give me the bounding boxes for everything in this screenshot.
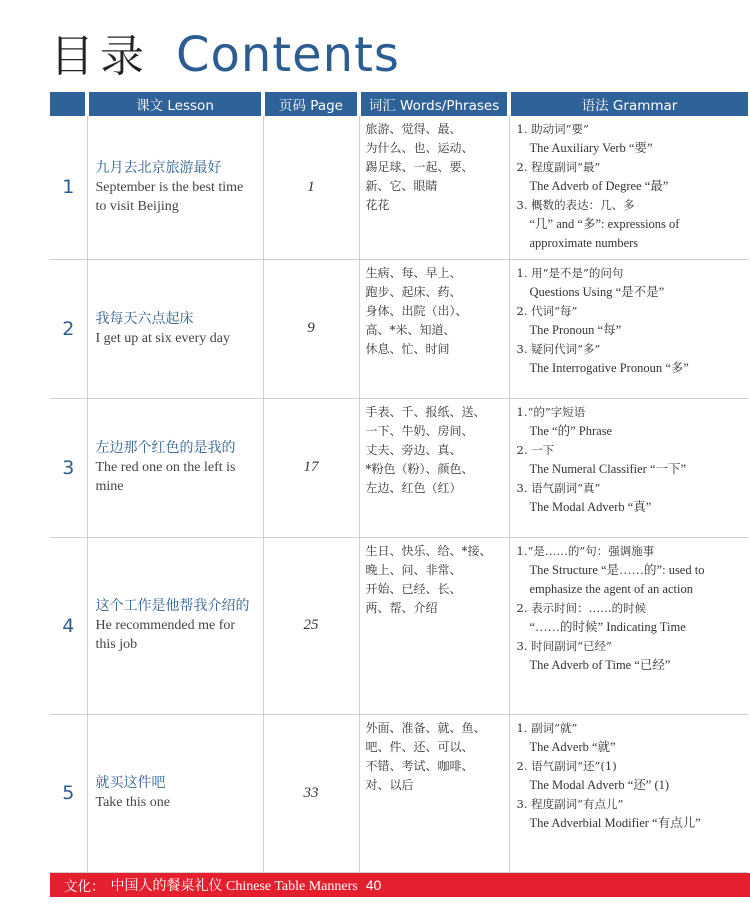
grammar-point-en: The Adverb “就” <box>529 739 616 754</box>
vocab-line: 两、帮、介绍 <box>365 600 438 615</box>
grammar-point-en: The Modal Adverb “真” <box>529 499 652 514</box>
lesson-row <box>50 714 748 872</box>
grammar-point-en: The Adverb of Degree “最” <box>529 179 669 193</box>
grammar-point-zh: 2. 程度副词“最” <box>516 160 601 174</box>
grammar-cell <box>509 714 748 872</box>
vocab-cell <box>359 714 509 872</box>
vocab-cell <box>359 259 509 398</box>
vocab-line: *粉色（粉）、颜色、 <box>365 461 474 476</box>
vocab-line: 花花 <box>365 198 390 212</box>
lesson-title-en: Take this one <box>95 795 170 810</box>
grammar-point-en: The Structure “是……的”: used to emphasize the agent of an action <box>529 562 705 596</box>
vocab-line: 开始、已经、长、 <box>365 581 462 596</box>
vocab-line: 踢足球、一起、要、 <box>365 160 474 174</box>
grammar-point-en: The Interrogative Pronoun “多” <box>529 360 689 375</box>
grammar-point-zh: 1. 助动词“要” <box>516 122 589 136</box>
lesson-title-zh: 左边那个红色的是我的 <box>95 440 236 456</box>
contents-table <box>50 92 748 873</box>
grammar-point-zh: 1. 副词“就” <box>516 720 578 735</box>
lesson-number: 1 <box>50 116 87 259</box>
lesson-cell <box>87 714 263 872</box>
grammar-point-en: The Adverb of Time “已经” <box>529 657 671 672</box>
vocab-line: 旅游、觉得、最、 <box>365 122 462 136</box>
vocab-line: 左边、红色（红） <box>365 480 462 495</box>
lesson-number: 4 <box>50 537 87 714</box>
lesson-number: 5 <box>50 714 87 872</box>
vocab-cell <box>359 537 509 714</box>
grammar-point-zh: 2. 语气副词“还”(1) <box>516 758 617 773</box>
vocab-line: 休息、忙、时间 <box>365 341 450 356</box>
grammar-point-en: The Pronoun “每” <box>529 322 622 337</box>
lesson-page: 1 <box>263 116 359 259</box>
lesson-title-zh: 九月去北京旅游最好 <box>95 159 222 176</box>
grammar-point-zh: 2. 代词“每” <box>516 303 578 318</box>
vocab-line: 生日、快乐、给、*接、 <box>365 543 492 558</box>
title-english: Contents <box>176 27 400 83</box>
lesson-page: 33 <box>263 714 359 872</box>
lesson-row <box>50 259 748 398</box>
grammar-point-zh: 2. 一下 <box>516 442 555 457</box>
header-number <box>50 92 87 116</box>
grammar-point-zh: 3. 概数的表达：几、多 <box>516 198 635 212</box>
vocab-line: 为什么、也、运动、 <box>365 141 474 155</box>
grammar-cell <box>509 116 748 259</box>
footer-text: 中国人的餐桌礼仪 Chinese Table Manners <box>110 879 358 894</box>
grammar-point-en: The Adverbial Modifier “有点儿” <box>529 815 701 830</box>
lesson-title-zh: 这个工作是他帮我介绍的 <box>95 598 250 614</box>
vocab-line: 一下、牛奶、房间、 <box>365 423 474 438</box>
lesson-row <box>50 398 748 537</box>
lesson-title-en: He recommended me for this job <box>95 618 236 652</box>
grammar-cell <box>509 259 748 398</box>
lesson-title-en: I get up at six every day <box>95 330 231 346</box>
grammar-cell <box>509 537 748 714</box>
vocab-line: 新、它、眼睛 <box>365 179 438 193</box>
lesson-number: 2 <box>50 259 87 398</box>
grammar-point-zh: 3. 语气副词“真” <box>516 480 601 495</box>
vocab-cell <box>359 116 509 259</box>
vocab-line: 晚上、问、非常、 <box>365 562 462 577</box>
lesson-row <box>50 537 748 714</box>
lesson-title-zh: 我每天六点起床 <box>95 310 194 327</box>
footer-page: 40 <box>365 877 382 893</box>
culture-footer <box>50 873 750 897</box>
vocab-line: 不错、考试、咖啡、 <box>365 758 474 773</box>
lesson-cell <box>87 398 263 537</box>
lesson-page: 17 <box>263 398 359 537</box>
vocab-line: 丈夫、旁边、真、 <box>365 442 462 457</box>
grammar-point-zh: 2. 表示时间：……的时候 <box>516 600 647 615</box>
lesson-cell <box>87 116 263 259</box>
header-grammar: 语法 Grammar <box>509 92 748 116</box>
footer-label: 文化： <box>64 879 105 895</box>
vocab-line: 高、*米、知道、 <box>365 322 456 337</box>
lesson-title-en: The red one on the left is mine <box>95 460 236 494</box>
vocab-line: 生病、每、早上、 <box>365 265 462 280</box>
lesson-cell <box>87 537 263 714</box>
header-page: 页码 Page <box>263 92 359 116</box>
grammar-point-zh: 3. 时间副词“已经” <box>516 638 612 653</box>
grammar-point-en: The Modal Adverb “还” (1) <box>529 777 670 792</box>
header-lesson: 课文 Lesson <box>87 92 263 116</box>
title-chinese: 目录 <box>50 31 150 82</box>
lesson-number: 3 <box>50 398 87 537</box>
grammar-cell <box>509 398 748 537</box>
grammar-point-zh: 3. 程度副词“有点儿” <box>516 796 624 811</box>
lesson-title-en: September is the best time to visit Beijing <box>95 179 244 214</box>
grammar-point-en: The Auxiliary Verb “要” <box>529 141 653 155</box>
grammar-point-en: “几” and “多”: expressions of approximate numbers <box>529 217 680 250</box>
grammar-point-zh: 1.“是……的”句：强调施事 <box>516 543 655 558</box>
vocab-line: 手表、千、报纸、送、 <box>365 404 486 419</box>
grammar-point-en: Questions Using “是不是” <box>529 284 665 299</box>
lesson-cell <box>87 259 263 398</box>
grammar-point-zh: 1. 用“是不是”的问句 <box>516 265 624 280</box>
vocab-line: 吧、件、还、可以、 <box>365 739 474 754</box>
grammar-point-zh: 3. 疑问代词“多” <box>516 341 601 356</box>
page-title <box>50 20 400 90</box>
vocab-line: 跑步、起床、药、 <box>365 284 462 299</box>
lesson-title-zh: 就买这件吧 <box>95 775 166 791</box>
header-row <box>50 92 748 116</box>
vocab-line: 对、以后 <box>365 777 414 792</box>
vocab-line: 身体、出院（出）、 <box>365 303 468 318</box>
lesson-page: 25 <box>263 537 359 714</box>
grammar-point-en: The “的” Phrase <box>529 423 613 438</box>
grammar-point-en: The Numeral Classifier “一下” <box>529 461 687 476</box>
grammar-point-zh: 1.“的”字短语 <box>516 404 586 419</box>
lesson-row <box>50 116 748 259</box>
vocab-line: 外面、准备、就、鱼、 <box>365 720 486 735</box>
vocab-cell <box>359 398 509 537</box>
lesson-page: 9 <box>263 259 359 398</box>
header-words: 词汇 Words/Phrases <box>359 92 509 116</box>
grammar-point-en: “……的时候” Indicating Time <box>529 619 686 634</box>
